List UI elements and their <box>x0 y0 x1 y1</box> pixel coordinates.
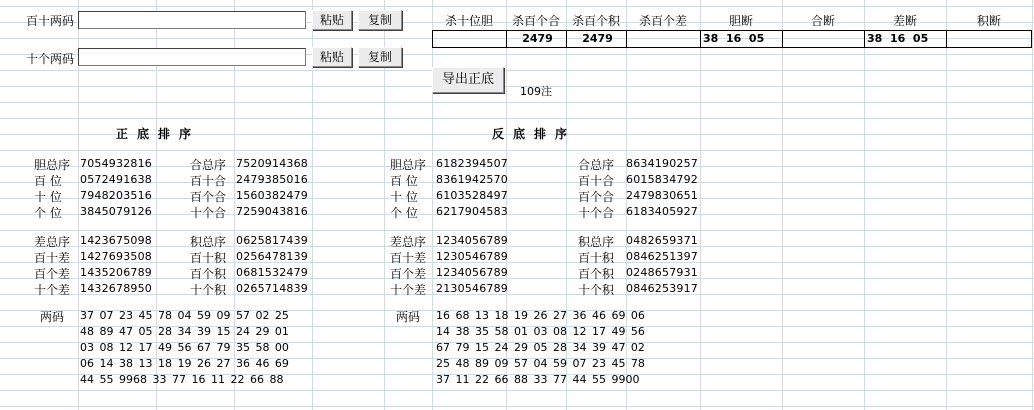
row-label: 合总序 <box>190 158 227 172</box>
row-value: 6183405927 <box>626 205 698 218</box>
row-value: 7054932816 <box>80 157 152 170</box>
row-value: 0572491638 <box>80 173 152 186</box>
shi-ge-label: 十个两码 <box>26 52 75 66</box>
row-label: 百十差 <box>390 251 427 265</box>
row-label: 百十积 <box>578 251 615 265</box>
row-label: 百个差 <box>390 267 427 281</box>
pairs-label: 两码 <box>40 310 65 324</box>
row-label: 十个差 <box>34 283 71 297</box>
pairs-line: 03 08 12 17 49 56 67 79 35 58 00 <box>80 341 289 354</box>
row-value: 2479830651 <box>626 189 698 202</box>
kill-header: 杀十位胆 <box>444 14 493 28</box>
row-value: 6103528497 <box>436 189 508 202</box>
row-label: 百个差 <box>34 267 71 281</box>
bai-shi-paste-button[interactable]: 粘贴 <box>312 10 352 30</box>
kill-header: 杀百个合 <box>511 14 560 28</box>
row-label: 十个差 <box>390 283 427 297</box>
count-label: 109注 <box>520 85 552 98</box>
row-value: 1560382479 <box>236 189 308 202</box>
row-label: 合总序 <box>578 158 615 172</box>
shi-ge-paste-button[interactable]: 粘贴 <box>312 47 352 67</box>
row-value: 0265714839 <box>236 282 308 295</box>
pairs-line: 67 79 15 24 29 05 28 34 39 47 02 <box>436 341 645 354</box>
pairs-line: 37 07 23 45 78 04 59 09 57 02 25 <box>80 309 289 322</box>
row-label: 百十合 <box>578 174 615 188</box>
row-value: 8634190257 <box>626 157 698 170</box>
row-value: 7520914368 <box>236 157 308 170</box>
kill-value <box>782 31 864 47</box>
kill-value: 2479 <box>522 32 553 45</box>
kill-value <box>432 31 506 47</box>
pairs-line: 14 38 35 58 01 03 08 12 17 49 56 <box>436 325 645 338</box>
row-label: 百 位 <box>34 174 62 188</box>
row-label: 十个积 <box>578 283 615 297</box>
row-value: 0846253917 <box>626 282 698 295</box>
pairs-line: 48 89 47 05 28 34 39 15 24 29 01 <box>80 325 289 338</box>
row-value: 1427693508 <box>80 250 152 263</box>
row-label: 差总序 <box>390 235 427 249</box>
row-value: 6015834792 <box>626 173 698 186</box>
row-label: 十个积 <box>190 283 227 297</box>
kill-header: 差断 <box>892 14 917 28</box>
row-label: 百十积 <box>190 251 227 265</box>
kill-header: 积断 <box>976 14 1001 28</box>
row-value: 0256478139 <box>236 250 308 263</box>
bai-shi-input[interactable] <box>78 11 306 29</box>
row-label: 百个积 <box>190 267 227 281</box>
row-value: 2479385016 <box>236 173 308 186</box>
row-value: 2130546789 <box>436 282 508 295</box>
pairs-line: 25 48 89 09 57 04 59 07 23 45 78 <box>436 357 645 370</box>
row-value: 1435206789 <box>80 266 152 279</box>
pairs-line: 16 68 13 18 19 26 27 36 46 69 06 <box>436 309 645 322</box>
kill-value <box>626 31 700 47</box>
row-label: 十个合 <box>190 206 227 220</box>
shi-ge-input[interactable] <box>78 48 306 66</box>
pairs-label: 两码 <box>396 310 421 324</box>
bai-shi-copy-button[interactable]: 复制 <box>358 10 402 30</box>
row-value: 8361942570 <box>436 173 508 186</box>
row-value: 7259043816 <box>236 205 308 218</box>
row-label: 百个合 <box>190 190 227 204</box>
kill-value: 38 16 05 <box>703 32 765 45</box>
row-label: 百十合 <box>190 174 227 188</box>
kill-value <box>946 31 1032 47</box>
row-value: 6217904583 <box>436 205 508 218</box>
row-value: 0846251397 <box>626 250 698 263</box>
shi-ge-copy-button[interactable]: 复制 <box>358 47 402 67</box>
row-value: 1432678950 <box>80 282 152 295</box>
row-label: 百个积 <box>578 267 615 281</box>
pairs-line: 44 55 9968 33 77 16 11 22 66 88 <box>80 373 284 386</box>
section-title: 正底排序 <box>116 127 201 141</box>
kill-value: 2479 <box>582 32 613 45</box>
export-zhengdi-button[interactable]: 导出正底 <box>432 67 504 93</box>
kill-header: 胆断 <box>728 14 753 28</box>
row-value: 1234056789 <box>436 234 508 247</box>
row-value: 1234056789 <box>436 266 508 279</box>
row-label: 百个合 <box>578 190 615 204</box>
kill-header: 合断 <box>810 14 835 28</box>
pairs-line: 37 11 22 66 88 33 77 44 55 9900 <box>436 373 640 386</box>
row-value: 0482659371 <box>626 234 698 247</box>
bai-shi-label: 百十两码 <box>26 14 75 28</box>
row-label: 十个合 <box>578 206 615 220</box>
row-label: 积总序 <box>190 235 227 249</box>
row-label: 个 位 <box>390 206 418 220</box>
row-label: 百 位 <box>390 174 418 188</box>
kill-header: 杀百个积 <box>571 14 620 28</box>
row-label: 个 位 <box>34 206 62 220</box>
row-label: 十 位 <box>390 190 418 204</box>
row-value: 6182394507 <box>436 157 508 170</box>
row-label: 积总序 <box>578 235 615 249</box>
row-label: 胆总序 <box>390 158 427 172</box>
row-value: 3845079126 <box>80 205 152 218</box>
row-label: 差总序 <box>34 235 71 249</box>
row-value: 7948203516 <box>80 189 152 202</box>
row-label: 百十差 <box>34 251 71 265</box>
pairs-line: 06 14 38 13 18 19 26 27 36 46 69 <box>80 357 289 370</box>
row-label: 十 位 <box>34 190 62 204</box>
kill-header: 杀百个差 <box>638 14 687 28</box>
row-label: 胆总序 <box>34 158 71 172</box>
row-value: 0248657931 <box>626 266 698 279</box>
section-title: 反底排序 <box>492 127 577 141</box>
row-value: 1230546789 <box>436 250 508 263</box>
row-value: 0625817439 <box>236 234 308 247</box>
row-value: 0681532479 <box>236 266 308 279</box>
row-value: 1423675098 <box>80 234 152 247</box>
kill-value: 38 16 05 <box>867 32 929 45</box>
